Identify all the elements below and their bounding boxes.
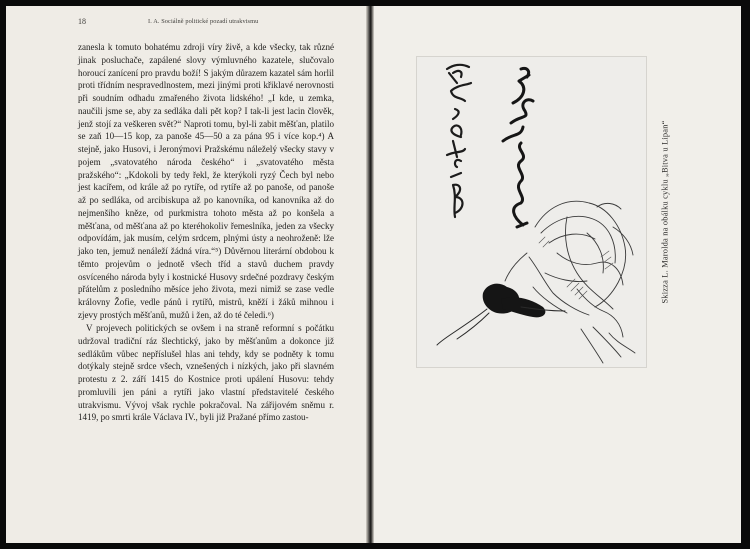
page-number: 18 [78,17,86,26]
caption-text: Skizza L. Marolda na obálku cyklu „Bitva u Lipan“ [660,120,670,304]
paragraph: V projevech politických se ovšem i na straně reformní s počátku udržoval tradiční ráz šlechtický, jako by měšťanům a dokonce již sedlákům vůbec nepříslušel hlas ani tehdy, kdy se podněty k tomu dotýkaly stejně srdce všech, vznešených i nízkých, jako při slavném protestu z 2. září 1415 do Kostnice proti upálení Husovu: tehdy promluvili jen páni a rytíři jako vlastní představitelé českého utrakvismu. Vývoj však rychle pokračoval. Na zářijovém sněmu r. 1419, po smrti krále Václava IV., byli již Pražané přímo zastou- [78,323,334,423]
signature-strokes [503,68,533,227]
book-gutter [366,6,374,543]
body-text [78,41,334,424]
figure-caption [657,60,673,364]
running-head-title: I. A. Sociálně politické pozadí utrakvismu [148,18,259,25]
paragraph: zanesla k tomuto bohatému zdroji víry živě, a kde všecky, tak různé jinak posluchače, zapálené slovy výmluvného kazatele, slučovalo horoucí zanícení pro pravdu boží! S jakým důrazem kazatel sám horlil proti třídním nespravedlnostem, mezi jinými proti křiklavé nerovnosti při soudním odhadu zmařeného života lidského! „I kde, u zemka, naučili jsme se, aby za sedláka dali pět kop? I tak-li jest lacin člověk, jenž stojí za veškeren svět?“ Naproti tomu, byl-li zabit měšťan, platilo se zaň 10—15 kop, za panoše 45—50 a za pána 95 i více kop.⁴) A stejně, jako Husovi, i Jeronýmovi Pražskému náleželý všecky stavy v pojem „svatovatého národa českého“ i „svatovatého města pražského“: „Kdokoli by tedy řekl, že kterýkoli ryzý Čech byl nebo jest kacířem, od krále až po rytíře, od rytíře až po panoše, od panoše až po sedláka, od arcibiskupa až po kanovníka, od kanovníka až do nejmenšího kněze, od purkmistra tohoto města až po konšela a měšťana, od měšťana až po kteréhokoliv řemeslníka, jeden za všecky odpovídám, jak musím, celým srdcem, plnými ústy a neohroženě: lže jako ten, jemuž nenáleží žádná víra.“⁵) Důvěrnou literární obdobou k těmto projevům o jednotě všech tříd a stavů duchem pravdy osvíceného národa byly i kostnické Husovy srdečné pozdravy českým přátelům z posledního měsíce jeho života, mezi nimiž se zase vedle královny Žofie, vedle pánů i rytířů, mistrů, kněží i žáků mihnou i zjevy prostých měšťanů, mužů i žen, až do té čeledi.⁶) [78,42,334,320]
sketch-illustration [416,56,647,368]
handwritten-title-strokes [447,65,471,217]
dark-figure [483,284,546,318]
marold-sketch-drawing [417,57,646,367]
